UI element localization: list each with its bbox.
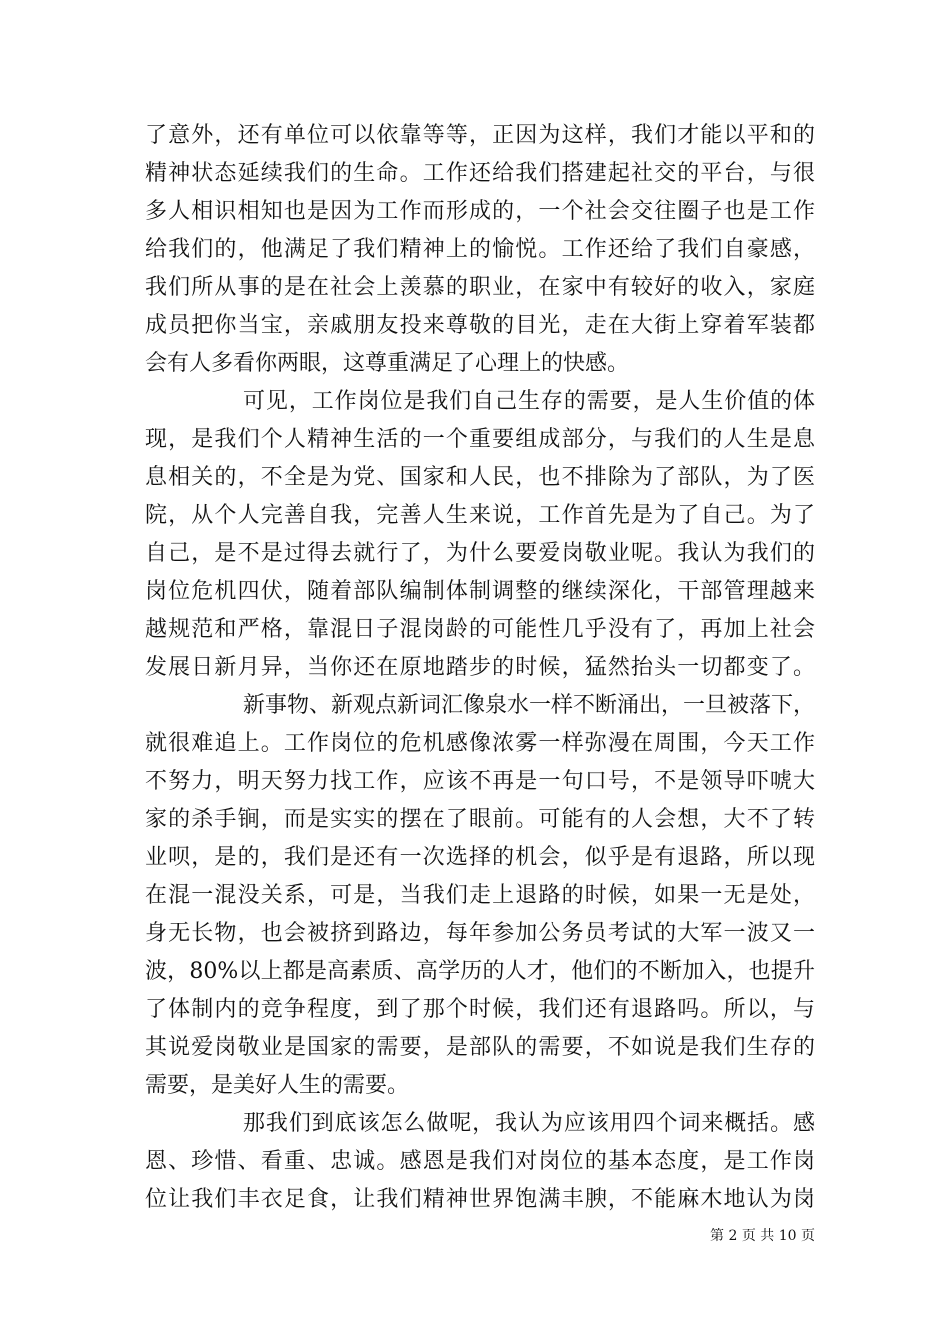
text-line: 自己，是不是过得去就行了，为什么要爱岗敬业呢。我认为我们的 bbox=[145, 541, 815, 566]
text-line: 不努力，明天努力找工作，应该不再是一句口号，不是领导吓唬大 bbox=[145, 769, 815, 794]
text-line: 多人相识相知也是因为工作而形成的，一个社会交往圈子也是工作 bbox=[145, 199, 815, 224]
text-line: 了体制内的竞争程度，到了那个时候，我们还有退路吗。所以，与 bbox=[145, 997, 815, 1022]
text-line: 就很难追上。工作岗位的危机感像浓雾一样弥漫在周围，今天工作 bbox=[145, 731, 815, 756]
text-line: 息相关的，不全是为党、国家和人民，也不排除为了部队，为了医 bbox=[145, 465, 815, 490]
text-line: 精神状态延续我们的生命。工作还给我们搭建起社交的平台，与很 bbox=[145, 161, 815, 186]
paragraph-first-line: 那我们到底该怎么做呢，我认为应该用四个词来概括。感 bbox=[243, 1111, 815, 1136]
text-line: 发展日新月异，当你还在原地踏步的时候，猛然抬头一切都变了。 bbox=[145, 655, 815, 680]
text-line: 业呗，是的，我们是还有一次选择的机会，似乎是有退路，所以现 bbox=[145, 845, 815, 870]
text-line: 家的杀手锏，而是实实的摆在了眼前。可能有的人会想，大不了转 bbox=[145, 807, 815, 832]
paragraph-first-line: 新事物、新观点新词汇像泉水一样不断涌出，一旦被落下， bbox=[243, 693, 816, 718]
text-line: 在混一混没关系，可是，当我们走上退路的时候，如果一无是处， bbox=[145, 883, 815, 908]
text-line: 波，80%以上都是高素质、高学历的人才，他们的不断加入，也提升 bbox=[145, 959, 815, 984]
page-footer: 第 2 页 共 10 页 bbox=[710, 1228, 815, 1244]
text-line: 越规范和严格，靠混日子混岗龄的可能性几乎没有了，再加上社会 bbox=[145, 617, 815, 642]
text-line: 岗位危机四伏，随着部队编制体制调整的继续深化，干部管理越来 bbox=[145, 579, 815, 604]
text-line: 成员把你当宝，亲戚朋友投来尊敬的目光，走在大街上穿着军装都 bbox=[145, 313, 815, 338]
paragraph-first-line: 可见，工作岗位是我们自己生存的需要，是人生价值的体 bbox=[243, 389, 815, 414]
text-line: 院，从个人完善自我，完善人生来说，工作首先是为了自己。为了 bbox=[145, 503, 815, 528]
text-line: 了意外，还有单位可以依靠等等，正因为这样，我们才能以平和的 bbox=[145, 123, 815, 148]
text-line: 其说爱岗敬业是国家的需要，是部队的需要，不如说是我们生存的 bbox=[145, 1035, 815, 1060]
text-line: 需要，是美好人生的需要。 bbox=[145, 1073, 410, 1098]
text-line: 现，是我们个人精神生活的一个重要组成部分，与我们的人生是息 bbox=[145, 427, 815, 452]
text-line: 会有人多看你两眼，这尊重满足了心理上的快感。 bbox=[145, 351, 630, 376]
text-line: 位让我们丰衣足食，让我们精神世界饱满丰腴，不能麻木地认为岗 bbox=[145, 1187, 815, 1212]
text-line: 我们所从事的是在社会上羡慕的职业，在家中有较好的收入，家庭 bbox=[145, 275, 815, 300]
text-line: 身无长物，也会被挤到路边，每年参加公务员考试的大军一波又一 bbox=[145, 921, 815, 946]
text-line: 给我们的，他满足了我们精神上的愉悦。工作还给了我们自豪感， bbox=[145, 237, 815, 262]
text-line: 恩、珍惜、看重、忠诚。感恩是我们对岗位的基本态度，是工作岗 bbox=[145, 1149, 815, 1174]
